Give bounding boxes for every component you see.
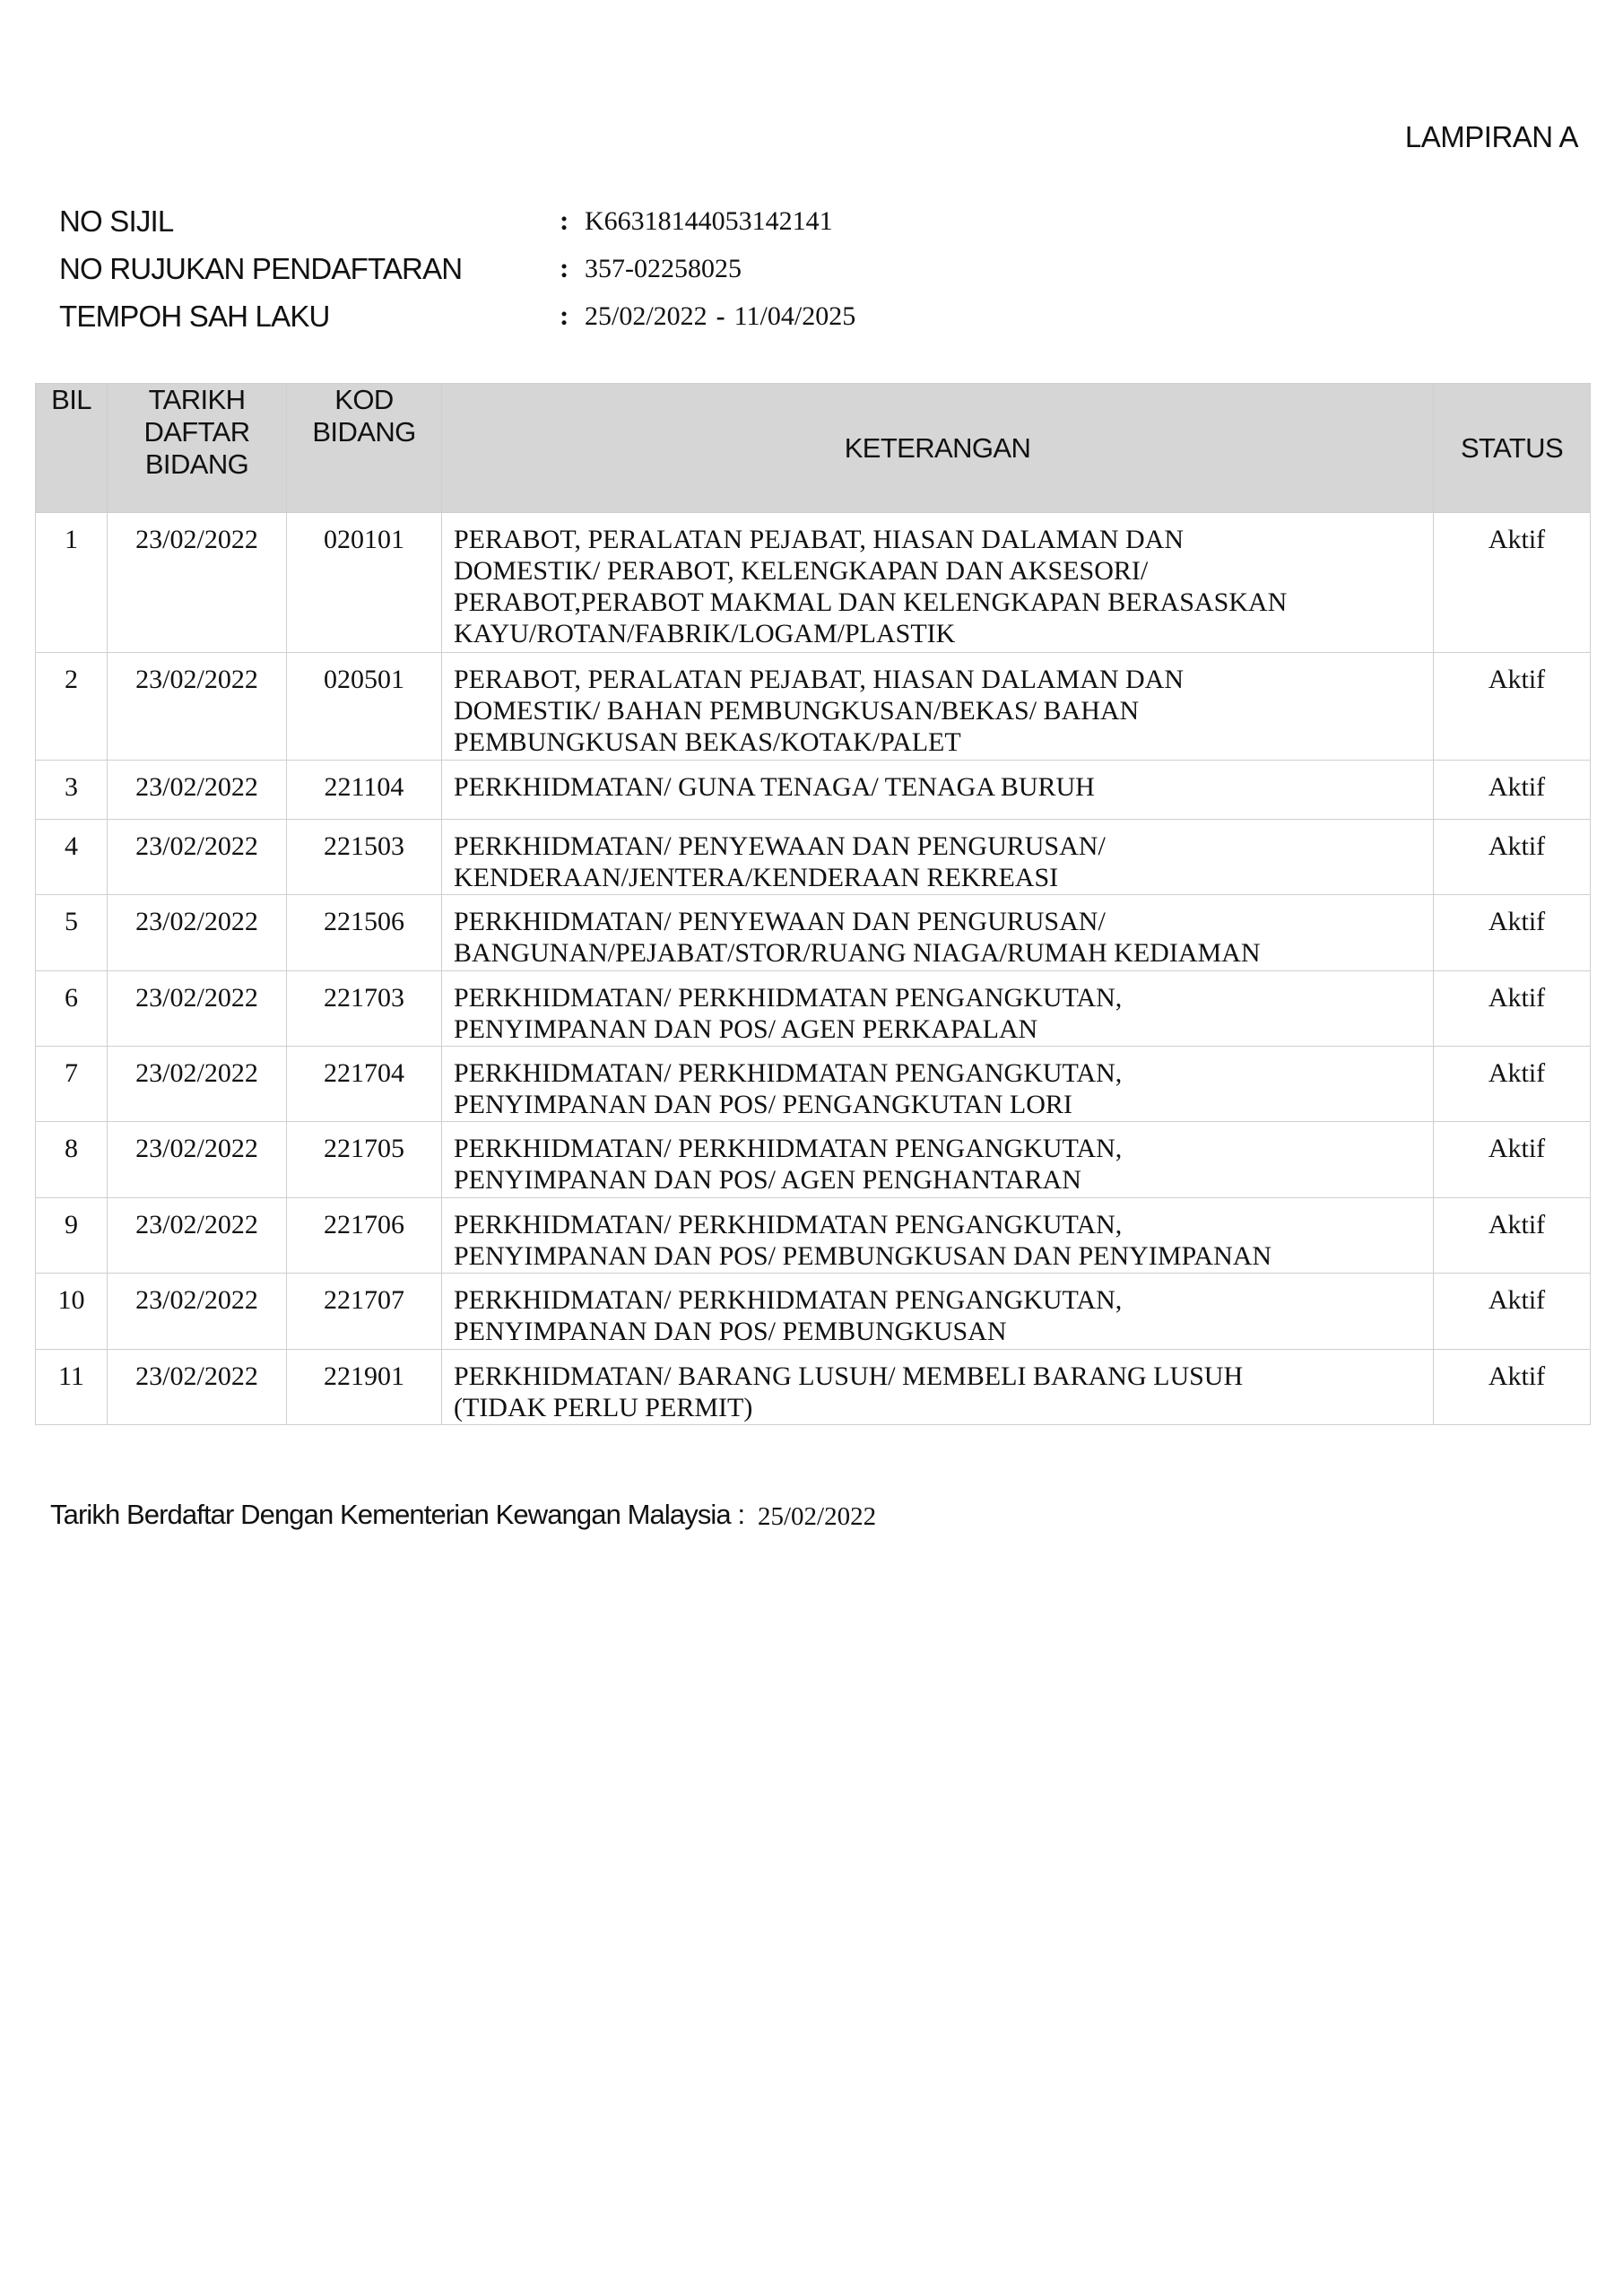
validity-start: 25/02/2022 (585, 301, 707, 331)
keterangan-line: PERKHIDMATAN/ GUNA TENAGA/ TENAGA BURUH (454, 772, 1095, 802)
meta-no-sijil (59, 204, 1046, 251)
table-body (36, 513, 1591, 1425)
keterangan-line: (TIDAK PERLU PERMIT) (454, 1393, 753, 1422)
cell-bil: 2 (36, 653, 108, 761)
cell-status: Aktif (1434, 761, 1591, 820)
keterangan-line: PERABOT, PERALATAN PEJABAT, HIASAN DALAMAN DAN (454, 525, 1185, 554)
header-status: STATUS (1434, 384, 1591, 513)
registration-reference: 357-02258025 (585, 254, 742, 283)
table-header-row (36, 384, 1591, 513)
keterangan-line: PERABOT,PERABOT MAKMAL DAN KELENGKAPAN BERASASKAN (454, 587, 1288, 617)
keterangan-line: BANGUNAN/PEJABAT/STOR/RUANG NIAGA/RUMAH KEDIAMAN (454, 938, 1261, 968)
cell-kod: 221901 (287, 1350, 442, 1425)
keterangan-line: PENYIMPANAN DAN POS/ PEMBUNGKUSAN (454, 1317, 1007, 1346)
cell-bil: 8 (36, 1122, 108, 1198)
cell-keterangan (442, 653, 1434, 761)
cell-bil: 9 (36, 1198, 108, 1274)
cell-kod: 221104 (287, 761, 442, 820)
validity-end: 11/04/2025 (733, 301, 856, 331)
keterangan-line: PENYIMPANAN DAN POS/ PEMBUNGKUSAN DAN PENYIMPANAN (454, 1241, 1272, 1271)
keterangan-line: PERKHIDMATAN/ PENYEWAAN DAN PENGURUSAN/ (454, 831, 1106, 861)
cell-status: Aktif (1434, 1350, 1591, 1425)
meta-label: NO RUJUKAN PENDAFTARAN (59, 252, 463, 285)
keterangan-line: PEMBUNGKUSAN BEKAS/KOTAK/PALET (454, 727, 961, 757)
cell-keterangan (442, 513, 1434, 653)
keterangan-line: DOMESTIK/ PERABOT, KELENGKAPAN DAN AKSESORI/ (454, 556, 1149, 586)
header-line: BIDANG (144, 448, 249, 480)
cell-kod: 221705 (287, 1122, 442, 1198)
cell-kod: 020101 (287, 513, 442, 653)
header-kod (287, 384, 442, 513)
keterangan-line: PERKHIDMATAN/ PERKHIDMATAN PENGANGKUTAN, (454, 1134, 1123, 1163)
keterangan-line: PERKHIDMATAN/ PENYEWAAN DAN PENGURUSAN/ (454, 907, 1106, 936)
cell-tarikh: 23/02/2022 (108, 653, 287, 761)
table-row (36, 1047, 1591, 1122)
cell-tarikh: 23/02/2022 (108, 513, 287, 653)
cell-status: Aktif (1434, 1122, 1591, 1198)
cell-bil: 6 (36, 971, 108, 1047)
cell-bil: 7 (36, 1047, 108, 1122)
cell-kod: 020501 (287, 653, 442, 761)
cell-tarikh: 23/02/2022 (108, 1047, 287, 1122)
cell-status: Aktif (1434, 513, 1591, 653)
table-row (36, 761, 1591, 820)
keterangan-line: DOMESTIK/ BAHAN PEMBUNGKUSAN/BEKAS/ BAHAN (454, 696, 1140, 726)
cell-kod: 221503 (287, 820, 442, 895)
header-line: DAFTAR (143, 416, 250, 448)
cell-status: Aktif (1434, 653, 1591, 761)
cell-tarikh: 23/02/2022 (108, 1122, 287, 1198)
cell-tarikh: 23/02/2022 (108, 1198, 287, 1274)
cell-bil: 11 (36, 1350, 108, 1425)
cell-status: Aktif (1434, 971, 1591, 1047)
cell-kod: 221704 (287, 1047, 442, 1122)
cell-kod: 221707 (287, 1274, 442, 1350)
cell-kod: 221706 (287, 1198, 442, 1274)
cell-bil: 10 (36, 1274, 108, 1350)
header-tarikh (108, 384, 287, 513)
cell-bil: 5 (36, 895, 108, 971)
keterangan-line: PENYIMPANAN DAN POS/ AGEN PENGHANTARAN (454, 1165, 1081, 1195)
meta-label: TEMPOH SAH LAKU (59, 300, 330, 333)
cell-keterangan (442, 1198, 1434, 1274)
cell-tarikh: 23/02/2022 (108, 1274, 287, 1350)
cell-kod: 221506 (287, 895, 442, 971)
header-keterangan: KETERANGAN (442, 384, 1434, 513)
table-row (36, 513, 1591, 653)
cell-tarikh: 23/02/2022 (108, 971, 287, 1047)
keterangan-line: PERKHIDMATAN/ PERKHIDMATAN PENGANGKUTAN, (454, 1285, 1123, 1315)
cell-status: Aktif (1434, 1274, 1591, 1350)
table-row (36, 820, 1591, 895)
cell-tarikh: 23/02/2022 (108, 820, 287, 895)
keterangan-line: PERKHIDMATAN/ PERKHIDMATAN PENGANGKUTAN, (454, 1210, 1123, 1239)
fields-table (35, 383, 1591, 1425)
meta-tempoh (59, 300, 1046, 346)
cell-keterangan (442, 1274, 1434, 1350)
cell-bil: 3 (36, 761, 108, 820)
cell-kod: 221703 (287, 971, 442, 1047)
keterangan-line: KAYU/ROTAN/FABRIK/LOGAM/PLASTIK (454, 619, 956, 648)
cell-keterangan (442, 761, 1434, 820)
keterangan-line: KENDERAAN/JENTERA/KENDERAAN REKREASI (454, 863, 1059, 892)
table-row (36, 653, 1591, 761)
cell-tarikh: 23/02/2022 (108, 761, 287, 820)
meta-colon: : (560, 300, 569, 331)
meta-colon: : (560, 252, 569, 283)
keterangan-line: PENYIMPANAN DAN POS/ AGEN PERKAPALAN (454, 1014, 1038, 1044)
validity-period (585, 301, 855, 332)
cell-bil: 4 (36, 820, 108, 895)
header-line: TARIKH (148, 384, 246, 415)
meta-no-rujukan (59, 252, 1046, 299)
cell-tarikh: 23/02/2022 (108, 895, 287, 971)
keterangan-line: PERKHIDMATAN/ PERKHIDMATAN PENGANGKUTAN, (454, 983, 1123, 1013)
table-row (36, 1122, 1591, 1198)
cell-keterangan (442, 1122, 1434, 1198)
cell-keterangan (442, 971, 1434, 1047)
registration-date-label: Tarikh Berdaftar Dengan Kementerian Kewangan Malaysia : (50, 1499, 745, 1530)
cell-tarikh: 23/02/2022 (108, 1350, 287, 1425)
cell-keterangan (442, 1350, 1434, 1425)
keterangan-line: PENYIMPANAN DAN POS/ PENGANGKUTAN LORI (454, 1090, 1072, 1119)
cell-keterangan (442, 895, 1434, 971)
cell-bil: 1 (36, 513, 108, 653)
cell-status: Aktif (1434, 895, 1591, 971)
keterangan-line: PERKHIDMATAN/ PERKHIDMATAN PENGANGKUTAN, (454, 1058, 1123, 1088)
table-row (36, 1198, 1591, 1274)
header-bil: BIL (36, 384, 108, 513)
cell-status: Aktif (1434, 1047, 1591, 1122)
cell-status: Aktif (1434, 820, 1591, 895)
header-line: KOD (334, 384, 394, 415)
header-line: BIDANG (312, 416, 416, 448)
appendix-label: LAMPIRAN A (1404, 120, 1578, 153)
cell-keterangan (442, 1047, 1434, 1122)
meta-colon: : (560, 204, 569, 236)
meta-label: NO SIJIL (59, 204, 174, 238)
table-row (36, 895, 1591, 971)
keterangan-line: PERKHIDMATAN/ BARANG LUSUH/ MEMBELI BARANG LUSUH (454, 1361, 1244, 1391)
cell-keterangan (442, 820, 1434, 895)
certificate-number: K66318144053142141 (585, 206, 833, 236)
cell-status: Aktif (1434, 1198, 1591, 1274)
table-row (36, 971, 1591, 1047)
table-row (36, 1350, 1591, 1425)
registration-date-value: 25/02/2022 (758, 1502, 877, 1531)
keterangan-line: PERABOT, PERALATAN PEJABAT, HIASAN DALAMAN DAN (454, 665, 1185, 694)
range-dash: - (716, 301, 725, 331)
table-row (36, 1274, 1591, 1350)
